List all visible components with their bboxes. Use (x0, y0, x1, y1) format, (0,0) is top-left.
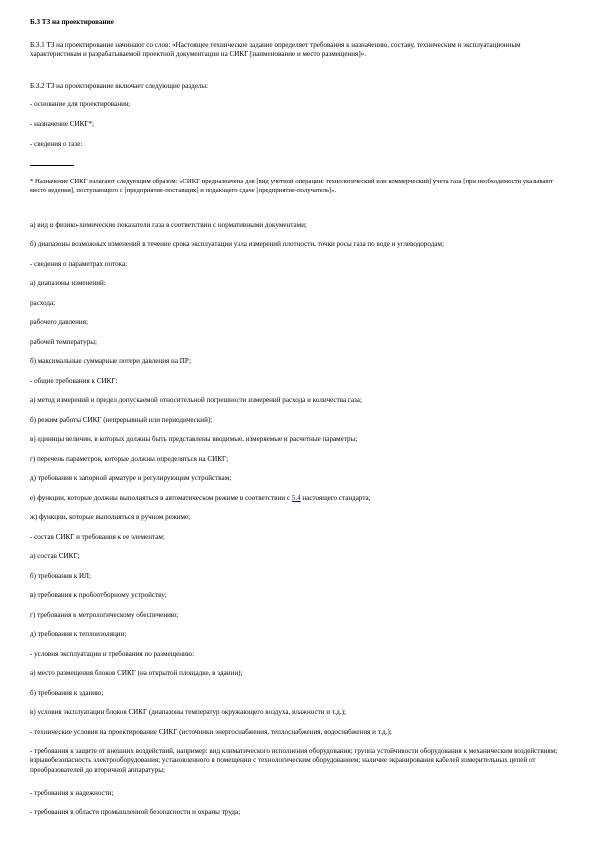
list-item: - состав СИКГ и требования к ее элементам: (30, 533, 165, 541)
list-item: рабочей температуры; (30, 338, 97, 346)
list-item-functions-auto (30, 494, 567, 503)
list-item: - требования в области промышленной безопасности и охраны труда; (30, 808, 241, 816)
list-item: - требования к надежности; (30, 789, 114, 797)
list-item: - требования к защите от внешних воздействий, например: вид климатического исполнения оборудования; группа устойчивости оборудования к механическим воздействиям; взрывобезопасность электрооборудования; установленного в помещении с технологическим оборудованием; наличие экранирования кабелей измерительных цепей от преобразователей до вторичной аппаратуры; (30, 747, 558, 774)
list-item: ж) функции, которые выполняться в ручном режиме; (30, 513, 191, 521)
list-item: расхода; (30, 299, 56, 307)
list-item: б) диапазоны возможных изменений в течение срока эксплуатации узла измерений плотности, точки росы газа по воде и углеводородам; (30, 240, 444, 248)
list-item: д) требования к запорной арматуре и регулирующим устройствам; (30, 474, 232, 482)
list-item: в) требования к пробоотборному устройству; (30, 591, 167, 599)
list-item: - условия эксплуатации и требования по размещению: (30, 650, 195, 658)
footnote-separator (30, 165, 74, 166)
list-item: а) вид и физико-химические показатели газа в соответствии с нормативными документами; (30, 221, 307, 229)
list-item: рабочего давления; (30, 318, 88, 326)
list-item: - общие требования к СИКГ: (30, 377, 118, 385)
clause-5-4-link[interactable]: 5.4 (291, 494, 301, 502)
list-item: б) максимальные суммарные потери давления на ПР; (30, 357, 192, 365)
list-item: д) требования к теплоизоляции; (30, 630, 127, 638)
list-item: - назначение СИКГ*; (30, 120, 94, 128)
list-item: а) состав СИКГ; (30, 552, 80, 560)
list-item: б) требования к ИЛ; (30, 572, 91, 580)
list-item: а) метод измерений и предел допускаемой относительной погрешности измерений расхода и количества газа; (30, 396, 362, 404)
list-item-text: е) функции, которые должны выполняться в автоматическом режиме в соответствии с (30, 494, 292, 502)
section-heading: Б.3 ТЗ на проектирование (30, 18, 114, 26)
list-item: в) условия эксплуатации блоков СИКГ (диапазоны температур окружающего воздуха, влажности и т.д.); (30, 708, 346, 716)
list-item: б) режим работы СИКГ (непрерывный или периодический); (30, 416, 213, 424)
list-item: - сведения о газе: (30, 140, 83, 148)
paragraph-b31: Б.3.1 ТЗ на проектирование начинают со слов: «Настоящее техническое задание определяет требования к назначению, составу, техническим и эксплуатационным характеристикам и разрабатываемой проектной документации на СИКГ [наименование и место размещения]». (30, 41, 521, 59)
list-item: - основание для проектирования; (30, 100, 131, 108)
list-item: а) место размещения блоков СИКГ (на открытой площадке, в здании); (30, 669, 243, 677)
paragraph-b32: Б.3.2 ТЗ на проектирование включает следующие разделы: (30, 82, 209, 90)
list-item: в) единицы величин, в которых должны быть представлены вводимые, измеряемые и расчетные параметры; (30, 435, 358, 443)
list-item: б) требования к зданию; (30, 689, 104, 697)
list-item: а) диапазоны изменений: (30, 279, 106, 287)
list-item: г) перечень параметров, которые должны определяться на СИКГ; (30, 455, 229, 463)
list-item: - технические условия на проектирование СИКГ (источники энергоснабжения, теплоснабжения, водоснабжения и т.д.); (30, 728, 392, 736)
list-item: - сведения о параметрах потока: (30, 260, 128, 268)
footnote: * Назначение СИКГ излагают следующим образом: «СИКГ предназначена для [вид учетной операции: технологический или коммерческий] учета газа [при необходимости указывают место ведения], поступающего с [предприятие-поставщик] и подающего сдаче [предприятие-получатель]». (30, 178, 554, 194)
list-item: г) требования к метрологическому обеспечению; (30, 611, 179, 619)
list-item-text: настоящего стандарта; (300, 494, 371, 502)
